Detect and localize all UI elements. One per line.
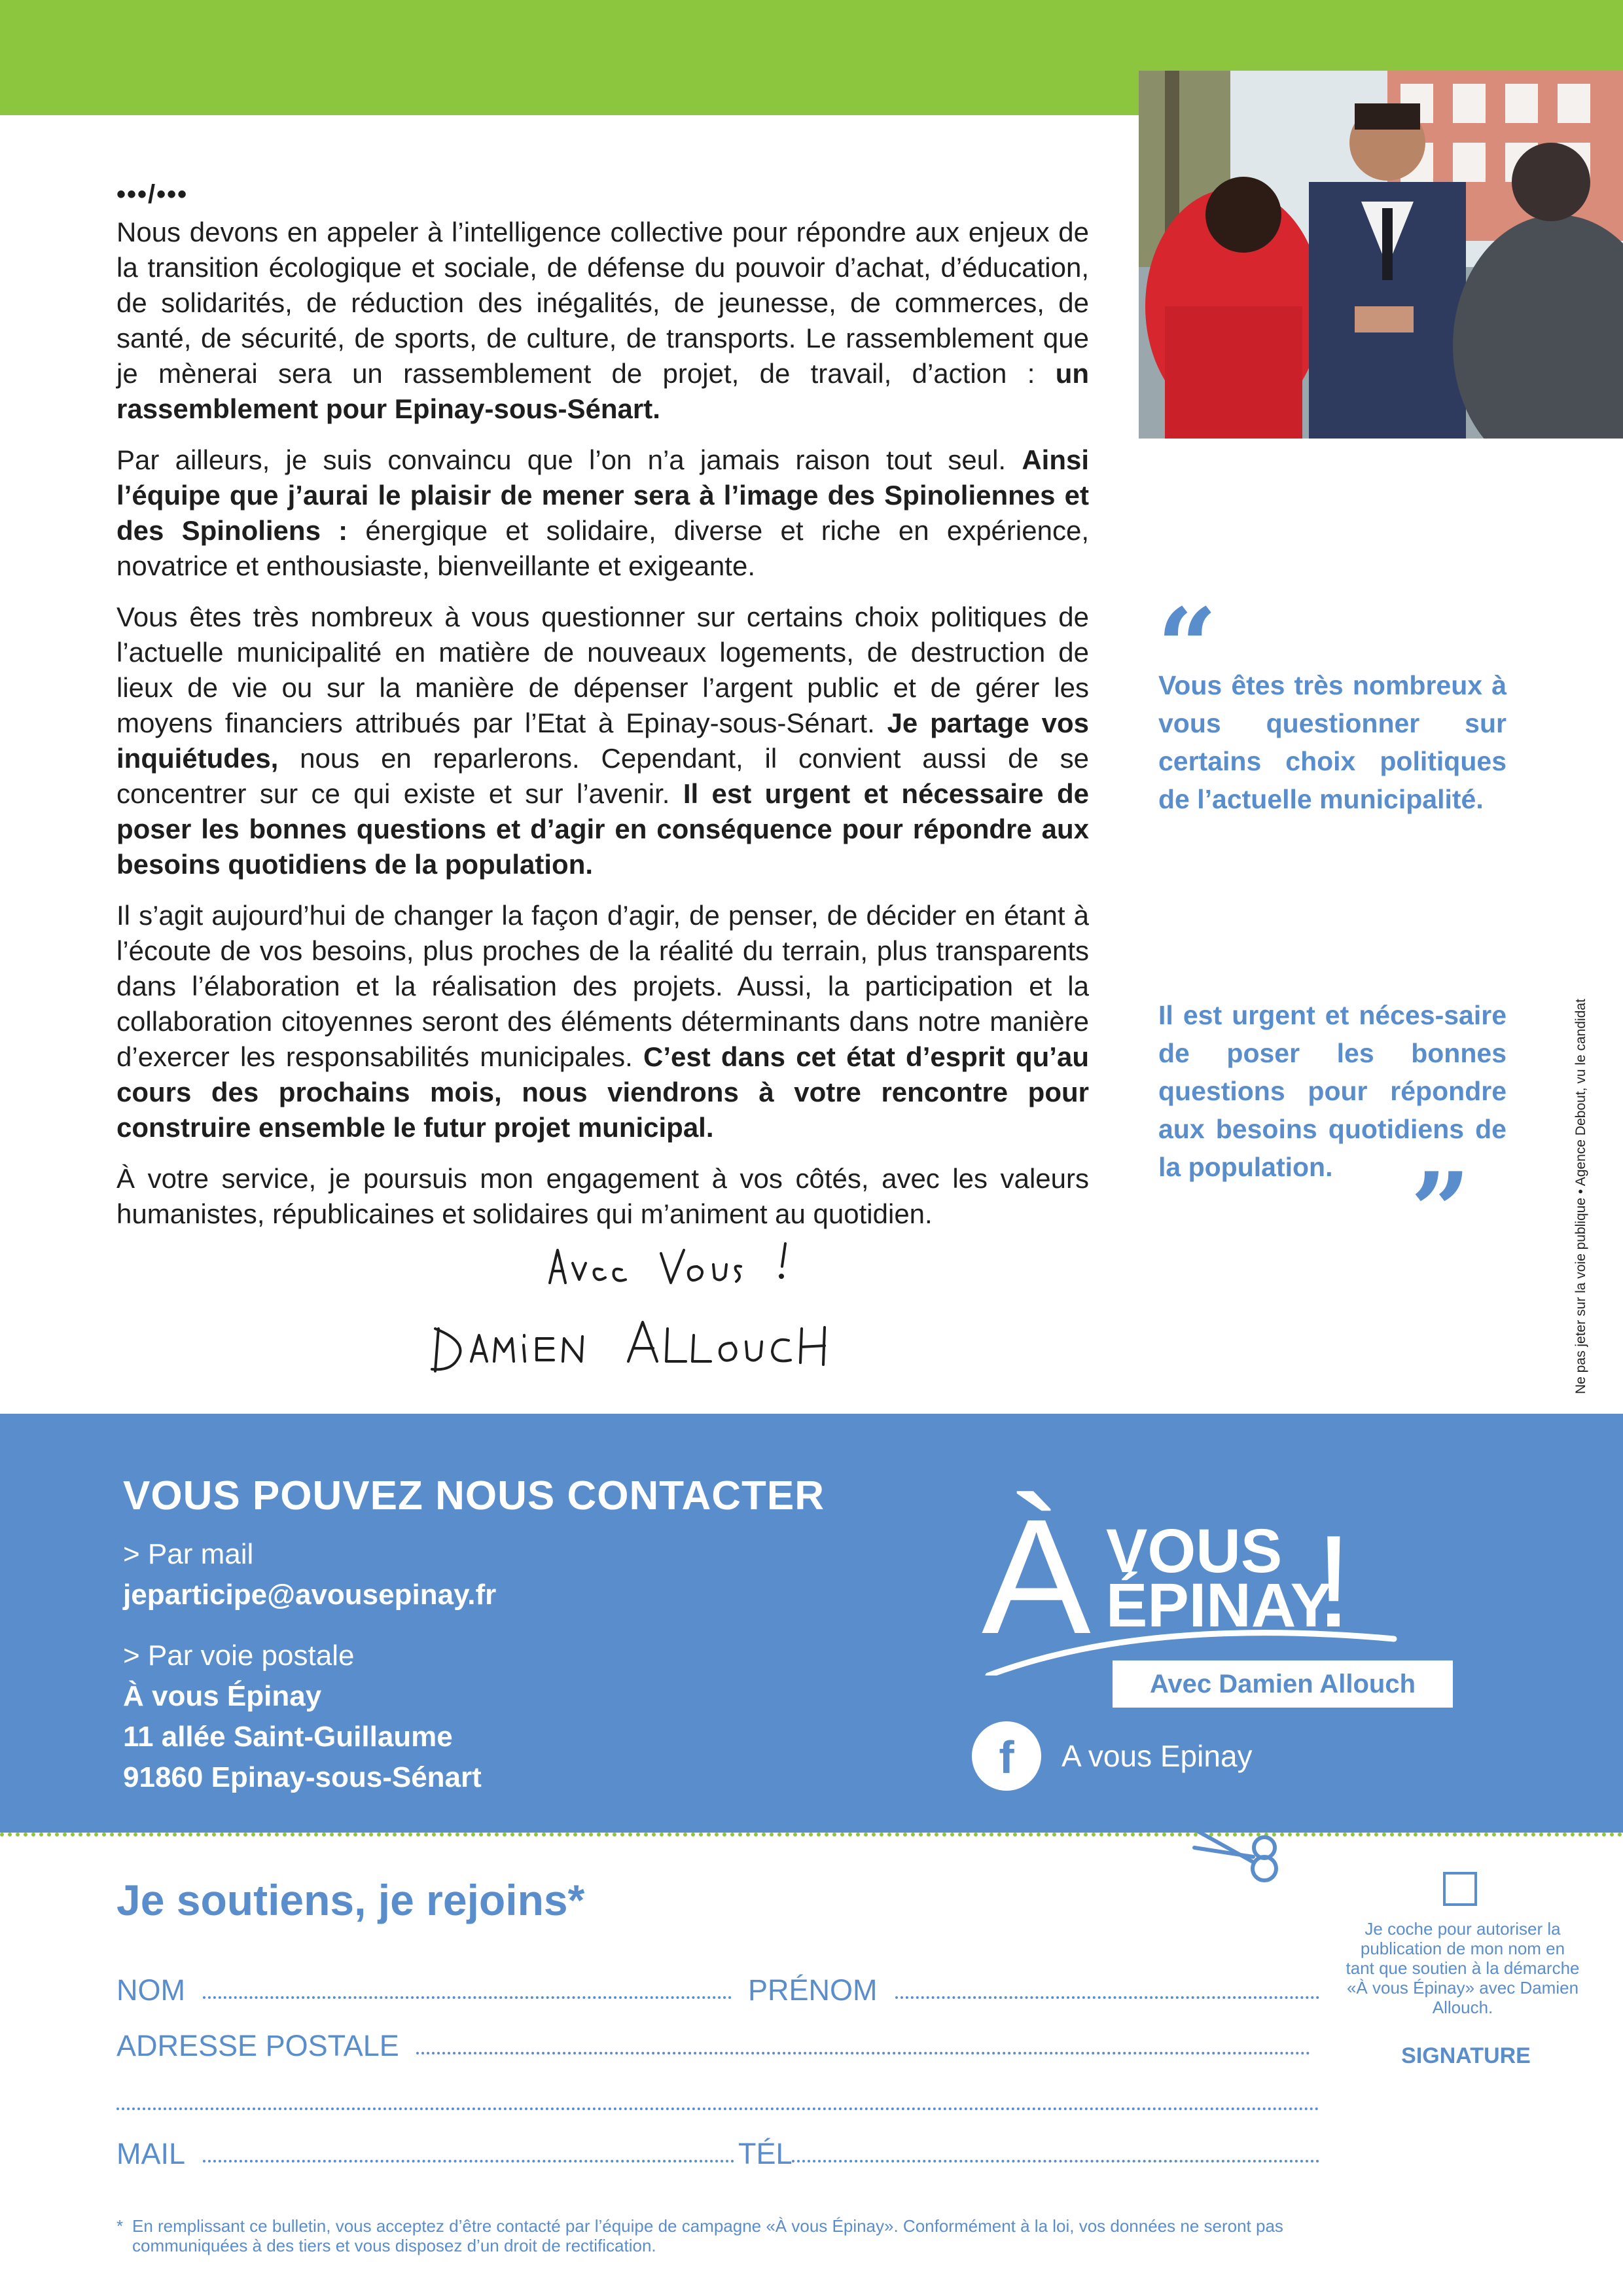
signature-label: SIGNATURE bbox=[1401, 2043, 1531, 2068]
continuation-dots: •••/••• bbox=[116, 180, 188, 209]
handwritten-signature bbox=[406, 1230, 903, 1388]
mail-label: > Par mail bbox=[123, 1538, 254, 1570]
contact-email-link[interactable]: jeparticipe@avousepinay.fr bbox=[123, 1579, 497, 1611]
letter-paragraph-3: Vous êtes très nombreux à vous questionner sur certains choix politiques de l’actuelle municipalité en matière de nouveaux logements, de destruction de lieux de vie ou sur la manière de dépenser l’argent public et de gérer les moyens financiers attribués par l’Etat à Epinay-sous-Sénart. Je partage vos inquiétudes, nous en reparlerons. Cependant, il convient aussi de se concentrer sur ce qui existe et sur l’avenir. Il est urgent et nécessaire de poser les bonnes questions et d’agir en conséquence pour répondre aux besoins quotidiens de la population. bbox=[116, 601, 1090, 880]
address-line-1: À vous Épinay bbox=[123, 1680, 322, 1712]
tel-field[interactable] bbox=[792, 2160, 1319, 2162]
quote-close-icon: ” bbox=[1410, 1149, 1471, 1272]
letter-paragraph-2: Par ailleurs, je suis convaincu que l’on n’a jamais raison tout seul. Ainsi l’équipe que j’aurai le plaisir de mener sera à l’image des Spinoliennes et des Spinoliens : énergique et solidaire, diverse et riche en expérience, novatrice et enthousiaste, bienveillante et exigeante. bbox=[116, 444, 1089, 581]
mail-field[interactable] bbox=[203, 2160, 734, 2162]
prenom-label: PRÉNOM bbox=[748, 1973, 878, 2007]
pull-quote-2: Il est urgent et néces-saire de poser les bonnes questions pour répondre aux besoins quotidiens de la population. bbox=[1158, 1000, 1507, 1182]
letter-paragraph-4: Il s’agit aujourd’hui de changer la façon d’agir, de penser, de décider en étant à l’écoute de vos besoins, plus proches de la réalité du terrain, plus transparents dans l’élaboration et la réalisation des projets. Aussi, la participation et la collaboration citoyennes seront des éléments déterminants dans notre manière d’exercer les responsabilités municipales. C’est dans cet état d’esprit qu’au cours des prochains mois, nous viendrons à votre rencontre pour construire ensemble le futur projet municipal. bbox=[116, 900, 1089, 1143]
contact-title: VOUS POUVEZ NOUS CONTACTER bbox=[123, 1473, 825, 1518]
nom-field[interactable] bbox=[203, 1996, 732, 1999]
facebook-page-link[interactable]: A vous Epinay bbox=[1061, 1739, 1253, 1773]
prenom-field[interactable] bbox=[895, 1996, 1319, 1999]
address-line-3: 91860 Epinay-sous-Sénart bbox=[123, 1761, 482, 1793]
pull-quote-1: Vous êtes très nombreux à vous questionner sur certains choix politiques de l’actuelle municipalité. bbox=[1158, 670, 1507, 814]
campaign-logo bbox=[975, 1460, 1433, 1676]
checkbox-note: Je coche pour autoriser la publication de mon nom en tant que soutien à la démarche «À vous Épinay» avec Damien Allouch. bbox=[1346, 1919, 1580, 2017]
campaign-photo bbox=[1139, 71, 1623, 439]
adresse-label: ADRESSE POSTALE bbox=[116, 2029, 399, 2062]
logo-tagline: Avec Damien Allouch bbox=[1113, 1660, 1453, 1708]
form-footnote bbox=[116, 2216, 1327, 2255]
adresse-field-2[interactable] bbox=[116, 2108, 1319, 2110]
address-line-2: 11 allée Saint-Guillaume bbox=[123, 1721, 453, 1753]
cut-line bbox=[0, 1833, 1623, 1837]
letter-body bbox=[116, 177, 1089, 1247]
logo-exclamation: ! bbox=[1315, 1509, 1352, 1655]
logo-letter-a: À bbox=[982, 1485, 1091, 1668]
quote-open-icon: “ bbox=[1157, 585, 1218, 708]
logo-word-epinay: ÉPINAY bbox=[1106, 1571, 1332, 1640]
scissors-icon bbox=[1191, 1816, 1283, 1888]
facebook-icon[interactable]: f bbox=[972, 1721, 1041, 1791]
footnote-text: En remplissant ce bulletin, vous acceptez d’être contacté par l’équipe de campagne «À vous Épinay». Conformément à la loi, vos données ne seront pas communiquées à des tiers et vous disposez d’un droit de rectification. bbox=[132, 2216, 1283, 2255]
form-title: Je soutiens, je rejoins* bbox=[116, 1876, 585, 1924]
letter-paragraph-1: Nous devons en appeler à l’intelligence collective pour répondre aux enjeux de la transition écologique et sociale, de défense du pouvoir d’achat, d’éducation, de solidarités, de réduction des inégalités, de jeunesse, de commerces, de santé, de sécurité, de sports, de culture, de transports. Le rassemblement que je mènerai sera un rassemblement de projet, de travail, d’action : un rassemblement pour Epinay-sous-Sénart. bbox=[116, 217, 1089, 424]
publication-consent-checkbox[interactable] bbox=[1443, 1872, 1477, 1906]
contact-section bbox=[0, 1414, 1623, 1833]
nom-label: NOM bbox=[116, 1973, 185, 2007]
footnote-star: * bbox=[116, 2216, 124, 2236]
tel-label: TÉL bbox=[738, 2137, 793, 2170]
mail-label: MAIL bbox=[116, 2137, 186, 2170]
legal-mention: Ne pas jeter sur la voie publique • Agence Debout, vu le candidat bbox=[1573, 999, 1588, 1394]
postal-label: > Par voie postale bbox=[123, 1640, 355, 1672]
logo-word-vous: VOUS bbox=[1106, 1516, 1283, 1586]
letter-paragraph-5: À votre service, je poursuis mon engagement à vos côtés, avec les valeurs humanistes, républicaines et solidaires qui m’animent au quotidien. bbox=[116, 1163, 1089, 1229]
adresse-field-1[interactable] bbox=[416, 2052, 1310, 2054]
